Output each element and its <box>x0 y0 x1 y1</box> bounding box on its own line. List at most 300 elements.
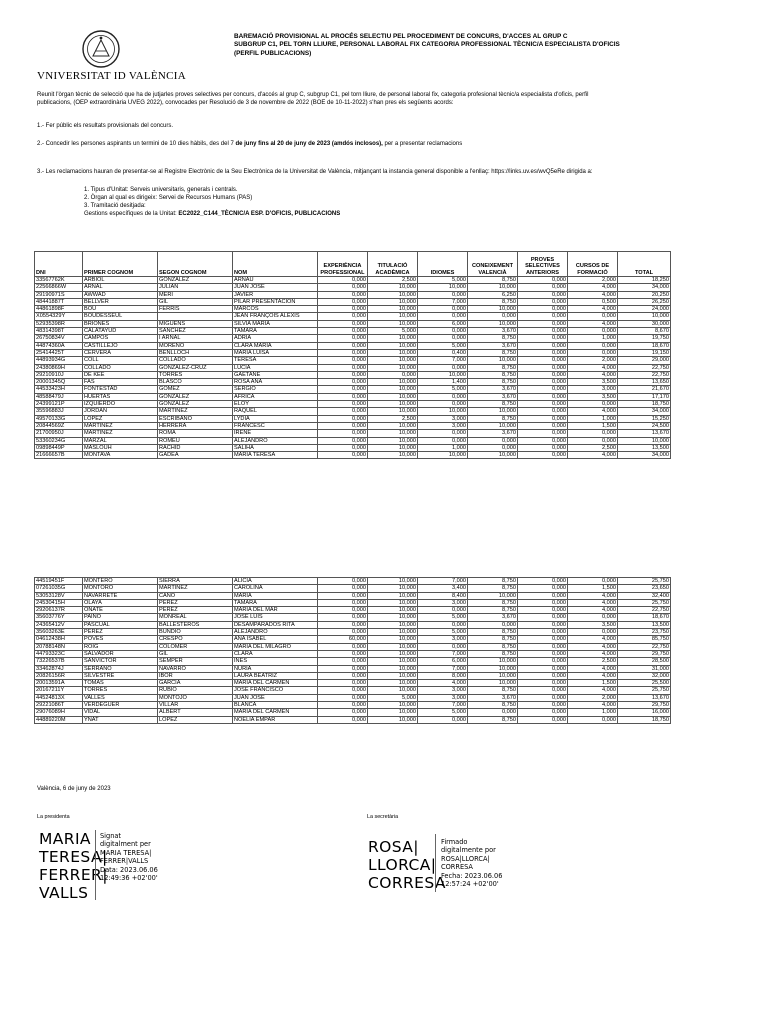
stamp-line: CORRESA <box>441 863 473 872</box>
cell-total: 13,650 <box>618 379 671 386</box>
cell-titulacio: 10,000 <box>368 430 418 437</box>
cell-titulacio: 10,000 <box>368 364 418 371</box>
cell-total: 16,000 <box>618 709 671 716</box>
cell-proves: 0,000 <box>518 702 568 709</box>
cell-proves: 0,000 <box>518 349 568 356</box>
cell-primer-cognom: MARTINEZ <box>83 430 158 437</box>
cell-valencia: 8,750 <box>468 415 518 422</box>
cell-dni: 24380869H <box>35 364 83 371</box>
cell-primer-cognom: PAINO <box>83 614 158 621</box>
cell-experiencia: 0,000 <box>318 284 368 291</box>
cell-cursos: 2,500 <box>568 444 618 451</box>
cell-dni: 07261035G <box>35 585 83 592</box>
cell-proves: 0,000 <box>518 672 568 679</box>
cell-total: 23,650 <box>618 585 671 592</box>
col-header-cursos: CURSOS DE FORMACIÓ <box>568 252 618 277</box>
cell-proves: 0,000 <box>518 636 568 643</box>
secretaria-label: La secretària <box>367 814 399 820</box>
col-header-titulacio: TITULACIÓ ACADÈMICA <box>368 252 418 277</box>
cell-total: 29,750 <box>618 650 671 657</box>
cell-cursos: 1,500 <box>568 680 618 687</box>
cell-total: 18,750 <box>618 401 671 408</box>
cell-experiencia: 0,000 <box>318 328 368 335</box>
cell-total: 31,000 <box>618 665 671 672</box>
cell-proves: 0,000 <box>518 629 568 636</box>
cell-primer-cognom: MONTAVA <box>83 452 158 459</box>
cell-segon-cognom: GONZALEZ <box>158 277 233 284</box>
cell-idiomes: 1,400 <box>418 379 468 386</box>
cell-cursos: 4,000 <box>568 702 618 709</box>
cell-total: 17,170 <box>618 393 671 400</box>
cell-experiencia: 0,000 <box>318 607 368 614</box>
cell-proves: 0,000 <box>518 614 568 621</box>
cell-primer-cognom: TOMAS <box>83 680 158 687</box>
cell-dni: 33567762K <box>35 277 83 284</box>
cell-idiomes: 5,000 <box>418 709 468 716</box>
submission-item-4-label: Gestions específiques de la Unitat: <box>84 211 179 217</box>
cell-valencia: 3,670 <box>468 694 518 701</box>
agreement-1: 1.- Fer públic els resultats provisionals del concurs. <box>37 123 174 129</box>
cell-idiomes: 5,000 <box>418 614 468 621</box>
cell-primer-cognom: BRIONES <box>83 320 158 327</box>
cell-total: 13,670 <box>618 694 671 701</box>
cell-cursos: 0,000 <box>568 328 618 335</box>
cell-total: 24,000 <box>618 306 671 313</box>
cell-cursos: 2,000 <box>568 694 618 701</box>
cell-valencia: 10,000 <box>468 592 518 599</box>
cell-idiomes: 0,000 <box>418 401 468 408</box>
cell-nom: ALICIA <box>233 578 318 585</box>
cell-cursos: 0,000 <box>568 401 618 408</box>
cell-dni: 20167211Y <box>35 687 83 694</box>
cell-proves: 0,000 <box>518 328 568 335</box>
cell-valencia: 10,000 <box>468 422 518 429</box>
cell-primer-cognom: TORRES <box>83 687 158 694</box>
cell-experiencia: 0,000 <box>318 585 368 592</box>
cell-proves: 0,000 <box>518 665 568 672</box>
cell-primer-cognom: ROIG <box>83 643 158 650</box>
cell-segon-cognom: BENLLOCH <box>158 349 233 356</box>
table-row <box>35 401 671 408</box>
cell-nom: FRANCESC <box>233 422 318 429</box>
cell-titulacio: 10,000 <box>368 357 418 364</box>
cell-cursos: 4,000 <box>568 650 618 657</box>
cell-dni: 25414425T <box>35 349 83 356</box>
scores-table-1 <box>34 251 671 459</box>
cell-cursos: 4,000 <box>568 607 618 614</box>
cell-segon-cognom: ESCRIBANO <box>158 415 233 422</box>
cell-proves: 0,000 <box>518 386 568 393</box>
stamp-line: Signat <box>100 832 122 840</box>
cell-segon-cognom: COLOMER <box>158 643 233 650</box>
cell-nom: ALEJANDRO <box>233 629 318 636</box>
table-row <box>35 408 671 415</box>
cell-proves: 0,000 <box>518 379 568 386</box>
cell-titulacio: 10,000 <box>368 393 418 400</box>
cell-segon-cognom: GONZALEZ-CRUZ <box>158 364 233 371</box>
cell-proves: 0,000 <box>518 277 568 284</box>
cell-cursos: 4,000 <box>568 320 618 327</box>
cell-valencia: 3,670 <box>468 342 518 349</box>
table-row <box>35 342 671 349</box>
cell-cursos: 0,000 <box>568 614 618 621</box>
cell-titulacio: 10,000 <box>368 320 418 327</box>
cell-primer-cognom: SALVADOR <box>83 650 158 657</box>
cell-primer-cognom: IZQUIERDO <box>83 401 158 408</box>
table-row <box>35 444 671 451</box>
cell-idiomes: 0,000 <box>418 335 468 342</box>
table-row <box>35 614 671 621</box>
cell-dni: 73226537B <box>35 658 83 665</box>
cell-valencia: 8,750 <box>468 585 518 592</box>
cell-cursos: 4,000 <box>568 284 618 291</box>
cell-cursos: 4,000 <box>568 408 618 415</box>
cell-primer-cognom: OÑATE <box>83 607 158 614</box>
cell-nom: DESAMPARADOS RITA <box>233 621 318 628</box>
cell-valencia: 8,750 <box>468 636 518 643</box>
cell-experiencia: 0,000 <box>318 694 368 701</box>
cell-titulacio: 10,000 <box>368 599 418 606</box>
cell-cursos: 4,000 <box>568 592 618 599</box>
cell-cursos: 0,000 <box>568 437 618 444</box>
cell-primer-cognom: BELLVER <box>83 298 158 305</box>
cell-dni: 29190971S <box>35 291 83 298</box>
cell-primer-cognom: MONTERO <box>83 578 158 585</box>
cell-idiomes: 7,000 <box>418 702 468 709</box>
cell-valencia: 3,670 <box>468 393 518 400</box>
cell-dni: 20826156R <box>35 672 83 679</box>
cell-nom: SERGIO <box>233 386 318 393</box>
cell-segon-cognom: LOPEZ <box>158 716 233 723</box>
cell-cursos: 3,500 <box>568 393 618 400</box>
cell-idiomes: 3,000 <box>418 422 468 429</box>
cell-titulacio: 10,000 <box>368 306 418 313</box>
cell-cursos: 0,500 <box>568 298 618 305</box>
cell-experiencia: 0,000 <box>318 665 368 672</box>
col-header-dni: DNI <box>35 252 83 277</box>
cell-dni: 35603263E <box>35 629 83 636</box>
cell-idiomes: 10,000 <box>418 371 468 378</box>
title-line-3: (PERFIL PUBLICACIONS) <box>234 49 312 57</box>
cell-nom: ADRIA <box>233 335 318 342</box>
cell-valencia: 8,750 <box>468 298 518 305</box>
presidenta-signature-name <box>39 830 108 902</box>
cell-cursos: 4,000 <box>568 364 618 371</box>
cell-experiencia: 0,000 <box>318 306 368 313</box>
cell-primer-cognom: ARBIOL <box>83 277 158 284</box>
cell-titulacio: 10,000 <box>368 607 418 614</box>
cell-cursos: 1,500 <box>568 585 618 592</box>
cell-titulacio: 2,500 <box>368 415 418 422</box>
cell-total: 8,670 <box>618 328 671 335</box>
cell-titulacio: 10,000 <box>368 629 418 636</box>
cell-experiencia: 0,000 <box>318 335 368 342</box>
cell-valencia: 3,670 <box>468 386 518 393</box>
page-title <box>234 33 754 58</box>
cell-valencia: 8,750 <box>468 629 518 636</box>
cell-primer-cognom: VIDAL <box>83 709 158 716</box>
cell-total: 29,000 <box>618 357 671 364</box>
cell-nom: MARCOS <box>233 306 318 313</box>
cell-dni: 24530415H <box>35 599 83 606</box>
agreement-2-text: 2.- Concedir les persones aspirants un termini de 10 dies hàbils, des del 7 <box>37 141 236 147</box>
cell-primer-cognom: BOU <box>83 306 158 313</box>
cell-idiomes: 3,000 <box>418 415 468 422</box>
cell-nom: LYDIA <box>233 415 318 422</box>
cell-experiencia: 0,000 <box>318 672 368 679</box>
cell-dni: X0554329Y <box>35 313 83 320</box>
cell-nom: ALEJANDRO <box>233 437 318 444</box>
cell-valencia: 6,250 <box>468 291 518 298</box>
cell-experiencia: 0,000 <box>318 614 368 621</box>
cell-dni: 48314398T <box>35 328 83 335</box>
cell-proves: 0,000 <box>518 415 568 422</box>
cell-primer-cognom: MARZAL <box>83 437 158 444</box>
cell-proves: 0,000 <box>518 357 568 364</box>
cell-proves: 0,000 <box>518 694 568 701</box>
cell-segon-cognom: MIGUENS <box>158 320 233 327</box>
cell-total: 18,250 <box>618 277 671 284</box>
cell-valencia: 8,750 <box>468 650 518 657</box>
cell-dni: 48588479J <box>35 393 83 400</box>
col-header-valencia: CONEIXEMENT VALENCIÀ <box>468 252 518 277</box>
cell-nom: TERESA <box>233 357 318 364</box>
cell-valencia: 3,670 <box>468 328 518 335</box>
cell-titulacio: 10,000 <box>368 284 418 291</box>
agreement-3: 3.- Les reclamacions hauran de presentar-se al Registre Electrònic de la Seu Electrònica de la Universitat de València, mitjançant la instancia general disponible a l'enllaç: https://links.uv.es/wvQ5eRe dirigida a: <box>37 169 593 175</box>
cell-proves: 0,000 <box>518 408 568 415</box>
cell-total: 10,000 <box>618 437 671 444</box>
col-header-primer-cognom: PRIMER COGNOM <box>83 252 158 277</box>
cell-primer-cognom: COLLADO <box>83 364 158 371</box>
cell-cursos: 4,000 <box>568 452 618 459</box>
cell-total: 13,500 <box>618 444 671 451</box>
cell-valencia: 10,000 <box>468 357 518 364</box>
cell-nom: JOSE FRANCISCO <box>233 687 318 694</box>
cell-titulacio: 10,000 <box>368 408 418 415</box>
cell-titulacio: 10,000 <box>368 313 418 320</box>
cell-dni: 29206137R <box>35 607 83 614</box>
cell-primer-cognom: ARNAL <box>83 284 158 291</box>
cell-dni: 04612438H <box>35 636 83 643</box>
cell-segon-cognom: MONREAL <box>158 614 233 621</box>
cell-valencia: 8,750 <box>468 335 518 342</box>
sig-name-line: LLORCA| <box>368 856 437 874</box>
cell-dni: 52935398R <box>35 320 83 327</box>
cell-titulacio: 0,000 <box>368 371 418 378</box>
cell-proves: 0,000 <box>518 680 568 687</box>
cell-nom: CLARA MARIA <box>233 342 318 349</box>
table-row <box>35 277 671 284</box>
cell-valencia: 10,000 <box>468 408 518 415</box>
agreement-2-dates: de juny fins al 20 de juny de 2023 (amdós inclosos), <box>235 141 383 147</box>
submission-item-4-value: EC2022_C144_TÈCNIC/A ESP. D'OFICIS, PUBLICACIONS <box>178 211 341 217</box>
cell-experiencia: 0,000 <box>318 650 368 657</box>
cell-segon-cognom: GADEA <box>158 452 233 459</box>
cell-titulacio: 5,000 <box>368 328 418 335</box>
cell-nom: SALIHA <box>233 444 318 451</box>
cell-idiomes: 0,400 <box>418 349 468 356</box>
cell-titulacio: 10,000 <box>368 665 418 672</box>
cell-proves: 0,000 <box>518 621 568 628</box>
cell-experiencia: 0,000 <box>318 716 368 723</box>
cell-valencia: 8,750 <box>468 607 518 614</box>
table-row <box>35 313 671 320</box>
cell-nom: IRENE <box>233 430 318 437</box>
cell-titulacio: 10,000 <box>368 291 418 298</box>
cell-experiencia: 0,000 <box>318 578 368 585</box>
cell-experiencia: 0,000 <box>318 364 368 371</box>
cell-nom: JAVIER <box>233 291 318 298</box>
cell-experiencia: 0,000 <box>318 401 368 408</box>
cell-primer-cognom: MASLOUH <box>83 444 158 451</box>
cell-valencia: 0,000 <box>468 709 518 716</box>
cell-segon-cognom: MONTOJO <box>158 694 233 701</box>
cell-cursos: 4,000 <box>568 687 618 694</box>
cell-titulacio: 10,000 <box>368 386 418 393</box>
submission-item-2: 2. Òrgan al qual es dirigeix: Servei de Recursos Humans (PAS) <box>84 195 253 201</box>
cell-experiencia: 0,000 <box>318 408 368 415</box>
cell-valencia: 0,000 <box>468 437 518 444</box>
cell-total: 18,750 <box>618 716 671 723</box>
cell-idiomes: 0,000 <box>418 291 468 298</box>
table-row <box>35 658 671 665</box>
cell-segon-cognom: PEREZ <box>158 607 233 614</box>
cell-primer-cognom: DE KEE <box>83 371 158 378</box>
cell-cursos: 2,000 <box>568 357 618 364</box>
table-row <box>35 320 671 327</box>
cell-segon-cognom: BUNDIO <box>158 629 233 636</box>
cell-total: 10,000 <box>618 313 671 320</box>
cell-dni: 20844569Z <box>35 422 83 429</box>
university-logo <box>37 29 187 89</box>
cell-proves: 0,000 <box>518 313 568 320</box>
stamp-line: 12:57:24 +02'00' <box>441 880 499 889</box>
table-row <box>35 665 671 672</box>
cell-segon-cognom: MARTINEZ <box>158 408 233 415</box>
cell-nom: LAURA BEATRIZ <box>233 672 318 679</box>
cell-segon-cognom: MORENO <box>158 342 233 349</box>
cell-primer-cognom: SERRANO <box>83 665 158 672</box>
cell-proves: 0,000 <box>518 335 568 342</box>
cell-idiomes: 10,000 <box>418 452 468 459</box>
cell-proves: 0,000 <box>518 284 568 291</box>
cell-primer-cognom: COLL <box>83 357 158 364</box>
cell-primer-cognom: FONTESTAD <box>83 386 158 393</box>
cell-valencia: 0,000 <box>468 621 518 628</box>
table-row <box>35 328 671 335</box>
cell-primer-cognom: CERVERA <box>83 349 158 356</box>
cell-valencia: 10,000 <box>468 658 518 665</box>
cell-segon-cognom: GONZALEZ <box>158 393 233 400</box>
cell-titulacio: 10,000 <box>368 585 418 592</box>
intro-paragraph <box>37 91 727 107</box>
table-row <box>35 298 671 305</box>
cell-primer-cognom: YNAT <box>83 716 158 723</box>
scores-table-2 <box>34 577 671 724</box>
cell-idiomes: 7,000 <box>418 650 468 657</box>
cell-dni: 53360234G <box>35 437 83 444</box>
cell-titulacio: 10,000 <box>368 643 418 650</box>
cell-proves: 0,000 <box>518 430 568 437</box>
cell-experiencia: 0,000 <box>318 599 368 606</box>
cell-idiomes: 0,000 <box>418 437 468 444</box>
cell-primer-cognom: SILVESTRE <box>83 672 158 679</box>
cell-dni: 09898449P <box>35 444 83 451</box>
cell-nom: INES <box>233 658 318 665</box>
cell-total: 25,500 <box>618 680 671 687</box>
cell-segon-cognom: MERI <box>158 291 233 298</box>
cell-segon-cognom <box>158 313 233 320</box>
sig-name-line: CORRESA <box>368 874 446 892</box>
cell-total: 30,000 <box>618 320 671 327</box>
cell-idiomes: 8,400 <box>418 592 468 599</box>
cell-primer-cognom: VERDEGUER <box>83 702 158 709</box>
cell-idiomes: 7,000 <box>418 298 468 305</box>
cell-valencia: 8,750 <box>468 578 518 585</box>
cell-titulacio: 10,000 <box>368 437 418 444</box>
cell-primer-cognom: MONTORO <box>83 585 158 592</box>
cell-nom: ARNAU <box>233 277 318 284</box>
cell-experiencia: 0,000 <box>318 680 368 687</box>
cell-idiomes: 3,000 <box>418 599 468 606</box>
cell-titulacio: 10,000 <box>368 709 418 716</box>
university-seal-icon <box>79 29 123 69</box>
cell-proves: 0,000 <box>518 650 568 657</box>
table-row <box>35 306 671 313</box>
cell-idiomes: 0,000 <box>418 716 468 723</box>
cell-proves: 0,000 <box>518 320 568 327</box>
cell-proves: 0,000 <box>518 585 568 592</box>
cell-dni: 21700950J <box>35 430 83 437</box>
cell-total: 22,750 <box>618 371 671 378</box>
cell-primer-cognom: LOPEZ <box>83 415 158 422</box>
cell-segon-cognom: GIL <box>158 298 233 305</box>
cell-experiencia: 0,000 <box>318 592 368 599</box>
cell-primer-cognom: BOUDESSEUL <box>83 313 158 320</box>
cell-proves: 0,000 <box>518 444 568 451</box>
cell-titulacio: 2,500 <box>368 277 418 284</box>
cell-proves: 0,000 <box>518 342 568 349</box>
cell-total: 19,750 <box>618 335 671 342</box>
cell-cursos: 4,000 <box>568 665 618 672</box>
cell-cursos: 0,000 <box>568 349 618 356</box>
cell-valencia: 8,750 <box>468 371 518 378</box>
cell-experiencia: 0,000 <box>318 357 368 364</box>
cell-dni: 48441887T <box>35 298 83 305</box>
cell-titulacio: 10,000 <box>368 672 418 679</box>
cell-nom: ELOY <box>233 401 318 408</box>
cell-segon-cognom: BALLESTEROS <box>158 621 233 628</box>
cell-dni: 20013591A <box>35 680 83 687</box>
cell-segon-cognom: VILLAR <box>158 702 233 709</box>
cell-total: 18,670 <box>618 342 671 349</box>
cell-titulacio: 10,000 <box>368 335 418 342</box>
cell-segon-cognom: COLLADO <box>158 357 233 364</box>
cell-titulacio: 10,000 <box>368 452 418 459</box>
cell-proves: 0,000 <box>518 306 568 313</box>
cell-total: 13,500 <box>618 621 671 628</box>
table-row <box>35 599 671 606</box>
cell-primer-cognom: FAS <box>83 379 158 386</box>
cell-nom: MARIA <box>233 592 318 599</box>
cell-valencia: 10,000 <box>468 665 518 672</box>
cell-proves: 0,000 <box>518 452 568 459</box>
cell-titulacio: 10,000 <box>368 658 418 665</box>
cell-experiencia: 0,000 <box>318 437 368 444</box>
table-row <box>35 650 671 657</box>
cell-primer-cognom: NAVARRETE <box>83 592 158 599</box>
